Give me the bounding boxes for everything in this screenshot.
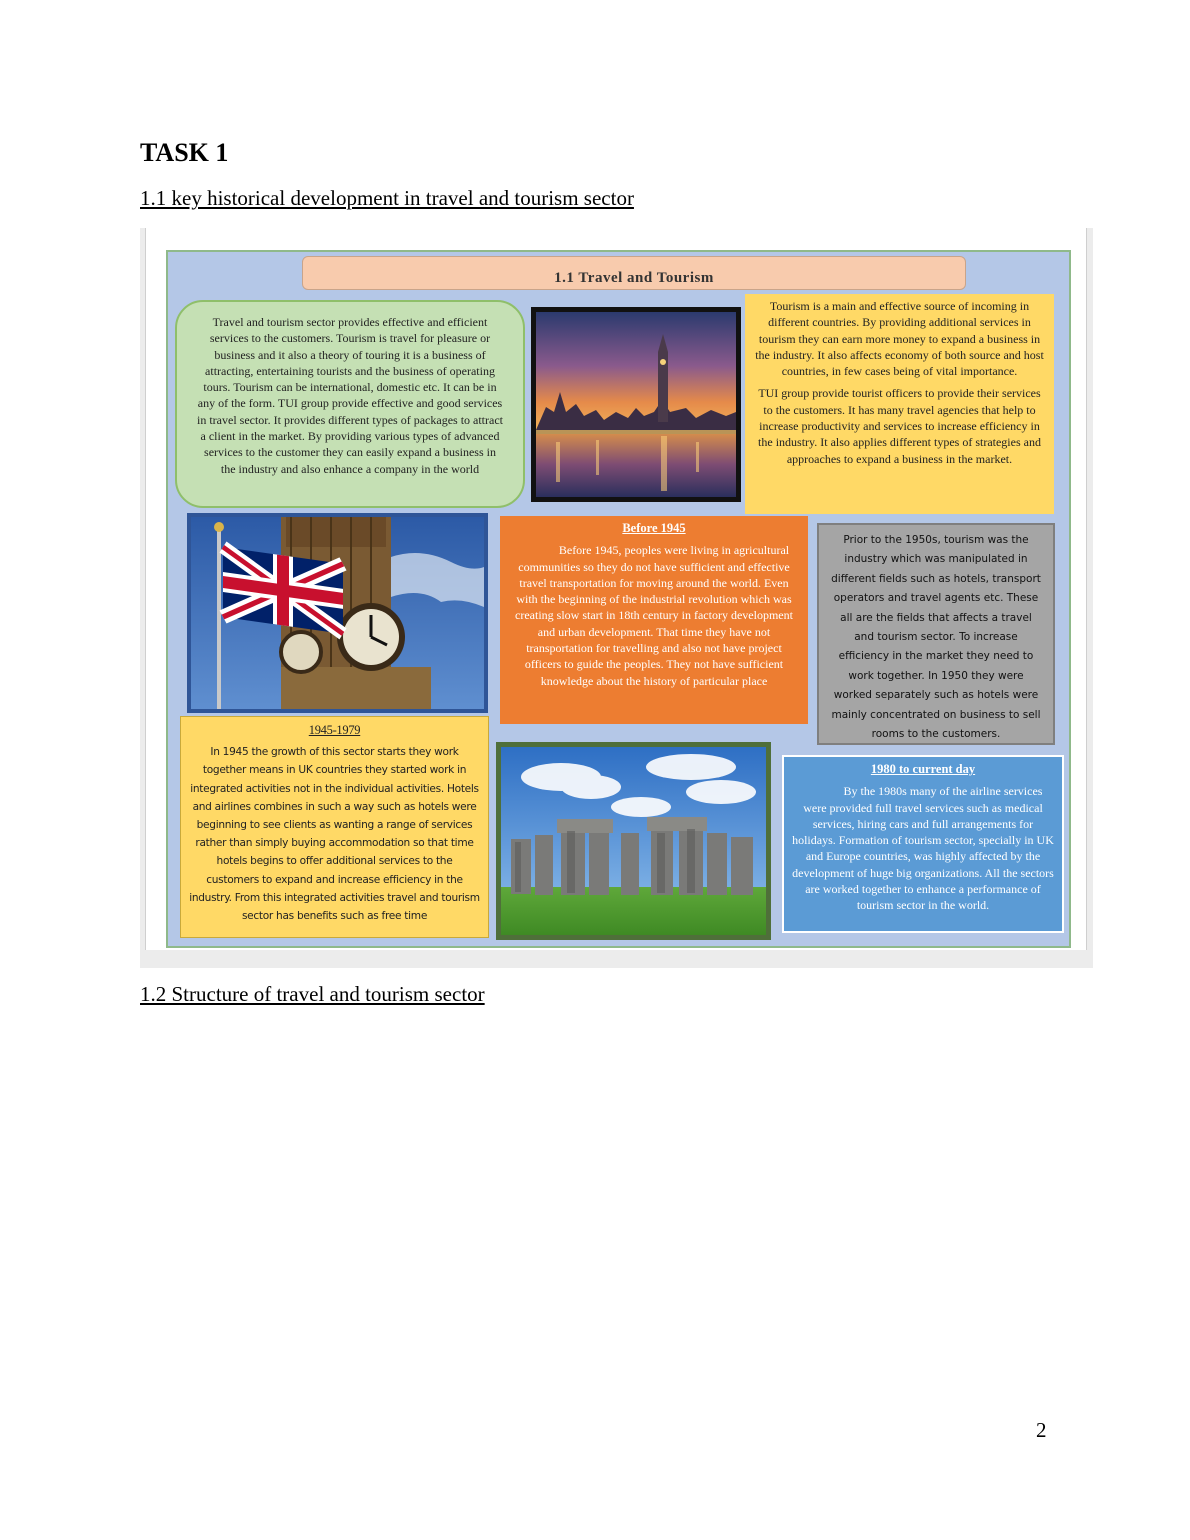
poster-title: 1.1 Travel and Tourism <box>554 270 714 286</box>
intro-text: Travel and tourism sector provides effective and efficient services to the customers. Tourism is travel for pleasure or business and it also a theory of touring it is a business of attracting, entertaining tourists and the business of operating tours. Tourism can be international, domestic etc. It can be in any of the form. TUI group provide effective and good services in travel sector. It provides different types of packages to attract a client in the market. By providing various types of advanced services to the customer they can easily expand a business in the industry and also enhance a company in the world <box>197 315 503 476</box>
period-1945-1979-box <box>180 716 489 938</box>
period-1980-current-text: By the 1980s many of the airline services were provided full travel services such as medical services, hiring cars and full arrangements for holidays. Formation of tourism sector, specially in UK and Europe countries, was highly affected by the development of huge big organizations. All the sectors are worked together to enhance a performance of tourism sector in the world. <box>792 784 1054 913</box>
big-ben-flag-image <box>187 513 488 713</box>
prior-1950s-text: Prior to the 1950s, tourism was the industry which was manipulated in different fields such as hotels, transport operators and travel agents etc. These all are the fields that affects a travel and tourism sector. To increase efficiency in the market they need to work together. In 1950 they were worked separately such as hotels were mainly concentrated on business to sell rooms to the customers. <box>831 534 1041 741</box>
period-1980-current-box <box>782 755 1064 933</box>
period-1945-1979-text: In 1945 the growth of this sector starts they work together means in UK countries they started work in integrated activities not in the individual activities. Hotels and airlines combines in such a way such as hotels were beginning to see clients as wanting a range of services rather than simply buying accommodation so that time hotels begins to offer additional services to the customers to expand and increase efficiency in the industry. From this integrated activities travel and tourism sector has benefits such as free time <box>189 746 480 923</box>
task-heading: TASK 1 <box>140 138 229 167</box>
stonehenge-image <box>496 742 771 940</box>
income-text-2: TUI group provide tourist officers to provide their services to the customers. It has many travel agencies that help to increase productivity and services to increase efficiency in the industry. It also applies different types of strategies and approaches to expand a business in the market. <box>758 386 1041 466</box>
london-parliament-image <box>531 307 741 502</box>
income-text-1: Tourism is a main and effective source of incoming in different countries. By providing additional services in tourism they can earn more money to expand a business in the industry. It also affects economy of both source and host countries, in few cases being of vital importance. <box>755 299 1044 379</box>
section-1-2-heading: 1.2 Structure of travel and tourism sector <box>140 982 485 1006</box>
prior-1950s-box <box>817 523 1055 745</box>
before-1945-text: Before 1945, peoples were living in agricultural communities so they do not have sufficient and effective travel transportation for moving around the world. Even with the beginning of the industrial revolution which was creating slow start in 18th century in factory development and urban development. That time they have not transportation for travelling and also not have project officers to guide the peoples. They not have sufficient knowledge about the history of particular place <box>515 543 793 688</box>
before-1945-box <box>500 516 808 724</box>
intro-text-box <box>175 300 525 508</box>
period-1945-1979-title: 1945-1979 <box>308 723 361 737</box>
period-1980-current-title: 1980 to current day <box>870 762 976 776</box>
before-1945-title: Before 1945 <box>622 521 686 535</box>
page-number: 2 <box>1036 1418 1047 1442</box>
section-1-1-heading: 1.1 key historical development in travel and tourism sector <box>140 186 634 210</box>
poster-title-bar <box>302 256 966 290</box>
income-text-box <box>745 294 1054 514</box>
